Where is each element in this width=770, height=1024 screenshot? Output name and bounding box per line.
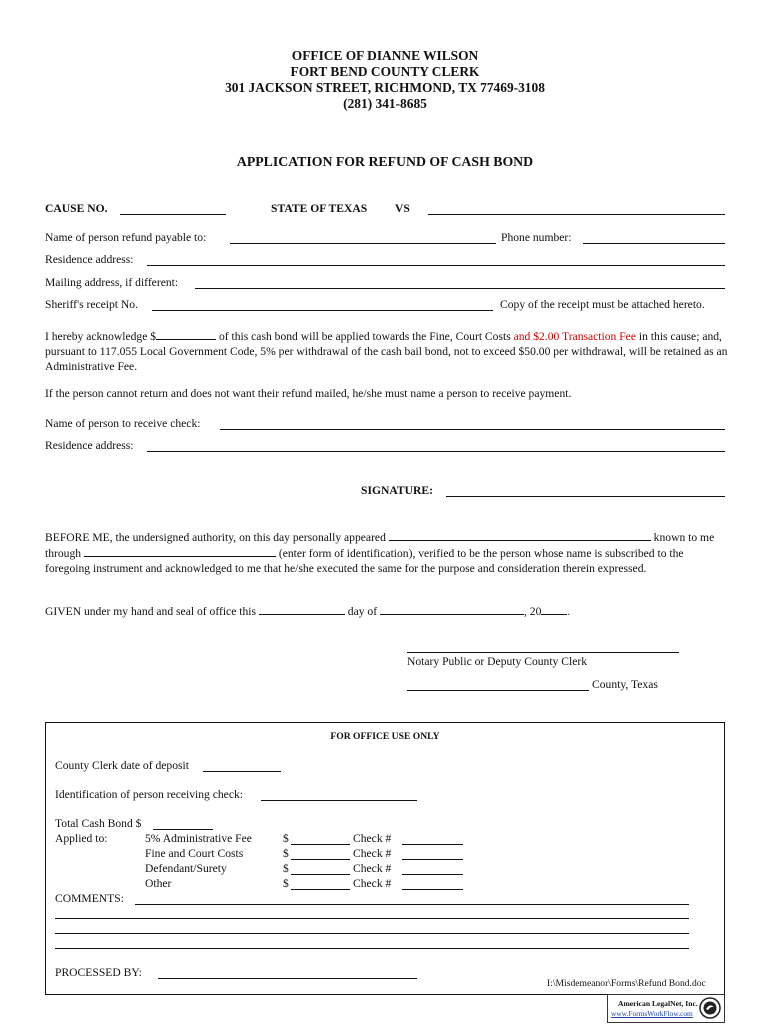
comments-field-line[interactable]	[55, 948, 689, 949]
logo-company: American LegalNet, Inc.	[618, 999, 698, 1008]
applied-row-check-label: Check #	[353, 862, 392, 875]
total-cash-bond-field[interactable]	[153, 829, 213, 830]
applied-row-dollar: $	[283, 877, 289, 890]
acknowledge-amount-field[interactable]	[156, 328, 216, 340]
notary-signature-field[interactable]	[407, 652, 679, 653]
residence-field[interactable]	[147, 265, 725, 266]
name-payable-label: Name of person refund payable to:	[45, 231, 207, 244]
state-of-texas-label: STATE OF TEXAS	[271, 202, 368, 215]
applied-row-check-field[interactable]	[402, 859, 463, 860]
phone-field[interactable]	[583, 243, 725, 244]
applied-row-amount-field[interactable]	[291, 889, 350, 890]
county-texas-label: County, Texas	[592, 678, 658, 691]
form-title: APPLICATION FOR REFUND OF CASH BOND	[236, 154, 534, 169]
acknowledge-text-1: I hereby acknowledge $	[45, 330, 157, 343]
county-field[interactable]	[407, 690, 589, 691]
header-clerk: FORT BEND COUNTY CLERK	[290, 64, 480, 79]
applied-row-dollar: $	[283, 862, 289, 875]
applied-row-label: Fine and Court Costs	[145, 847, 244, 860]
name-payable-field[interactable]	[230, 243, 496, 244]
deposit-date-field[interactable]	[203, 771, 281, 772]
given-text-2: day of	[344, 605, 380, 618]
cause-no-field[interactable]	[120, 214, 226, 215]
file-path: I:\Misdemeanor\Forms\Refund Bond.doc	[547, 978, 706, 989]
applied-row-check-field[interactable]	[402, 874, 463, 875]
receiver-name-label: Name of person to receive check:	[45, 417, 201, 430]
applied-row-amount-field[interactable]	[291, 859, 350, 860]
comments-field-line[interactable]	[55, 918, 689, 919]
receiver-residence-label: Residence address:	[45, 439, 134, 452]
applied-row-label: 5% Administrative Fee	[145, 832, 252, 845]
appeared-name-field[interactable]	[389, 529, 651, 541]
applied-row-check-label: Check #	[353, 832, 392, 845]
applied-row-dollar: $	[283, 832, 289, 845]
applied-row-label: Other	[145, 877, 172, 890]
mailing-label: Mailing address, if different:	[45, 276, 179, 289]
processed-by-field[interactable]	[158, 978, 417, 979]
logo-url[interactable]: www.FormsWorkFlow.com	[611, 1009, 693, 1018]
cause-no-label: CAUSE NO.	[45, 202, 108, 215]
comments-field-line[interactable]	[135, 904, 689, 905]
before-me-text-3: (enter form of identification), verified to be the person whose name is subscribed to the foregoing instrument and acknowledged to me that he/she executed the same for the purpose and consideration therein expressed.	[45, 547, 684, 575]
receiver-name-field[interactable]	[220, 429, 725, 430]
given-line	[45, 603, 570, 618]
given-text-4: .	[567, 605, 571, 618]
applied-row-check-field[interactable]	[402, 889, 463, 890]
copy-note: Copy of the receipt must be attached hereto.	[500, 298, 705, 311]
notary-title: Notary Public or Deputy County Clerk	[407, 655, 588, 668]
before-me-paragraph	[45, 529, 730, 576]
comments-field-line[interactable]	[55, 933, 689, 934]
header-office: OFFICE OF DIANNE WILSON	[291, 48, 479, 63]
mailing-field[interactable]	[195, 288, 725, 289]
transaction-fee-text: and $2.00 Transaction Fee	[513, 330, 636, 343]
applied-row-dollar: $	[283, 847, 289, 860]
total-cash-bond-label: Total Cash Bond $	[55, 817, 142, 830]
receiver-residence-field[interactable]	[147, 451, 725, 452]
signature-field[interactable]	[446, 496, 725, 497]
phone-label: Phone number:	[501, 231, 572, 244]
processed-by-label: PROCESSED BY:	[55, 966, 142, 979]
office-use-title: FOR OFFICE USE ONLY	[330, 731, 440, 742]
signature-label: SIGNATURE:	[361, 484, 433, 497]
comments-label: COMMENTS:	[55, 892, 124, 905]
residence-label: Residence address:	[45, 253, 134, 266]
applied-row-check-field[interactable]	[402, 844, 463, 845]
applied-to-label: Applied to:	[55, 832, 108, 845]
logo-emblem-icon	[699, 997, 721, 1019]
identification-form-field[interactable]	[84, 545, 276, 557]
sheriff-receipt-field[interactable]	[152, 310, 493, 311]
identification-label: Identification of person receiving check:	[55, 788, 243, 801]
header-address: 301 JACKSON STREET, RICHMOND, TX 77469-3108	[225, 80, 545, 95]
deposit-label: County Clerk date of deposit	[55, 759, 189, 772]
acknowledge-text-3: in this cause; and, pursuant to 117.055 Local Government Code, 5% per withdrawal of the cash bail bond, not to exceed $50.00 per withdrawal, will be retained as an Administrative Fee.	[45, 330, 728, 373]
given-month-field[interactable]	[380, 603, 524, 615]
given-text-1: GIVEN under my hand and seal of office this	[45, 605, 259, 618]
applied-row-label: Defendant/Surety	[145, 862, 227, 875]
before-me-text-2: known to me through	[45, 531, 715, 560]
applied-row-amount-field[interactable]	[291, 844, 350, 845]
american-legalnet-logo	[607, 994, 725, 1023]
cannot-return-text: If the person cannot return and does not want their refund mailed, he/she must name a person to receive payment.	[45, 387, 572, 400]
before-me-text-1: BEFORE ME, the undersigned authority, on this day personally appeared	[45, 531, 389, 544]
sheriff-receipt-label: Sheriff's receipt No.	[45, 298, 138, 311]
given-day-field[interactable]	[259, 603, 345, 615]
acknowledge-paragraph	[45, 328, 730, 374]
applied-row-amount-field[interactable]	[291, 874, 350, 875]
vs-label: VS	[395, 202, 410, 215]
defendant-field[interactable]	[428, 214, 725, 215]
given-text-3: , 20	[523, 605, 542, 618]
applied-row-check-label: Check #	[353, 877, 392, 890]
acknowledge-text-2: of this cash bond will be applied towards the Fine, Court Costs	[216, 330, 514, 343]
identification-field[interactable]	[261, 800, 417, 801]
header-phone: (281) 341-8685	[343, 96, 427, 111]
applied-row-check-label: Check #	[353, 847, 392, 860]
given-year-field[interactable]	[541, 603, 567, 615]
